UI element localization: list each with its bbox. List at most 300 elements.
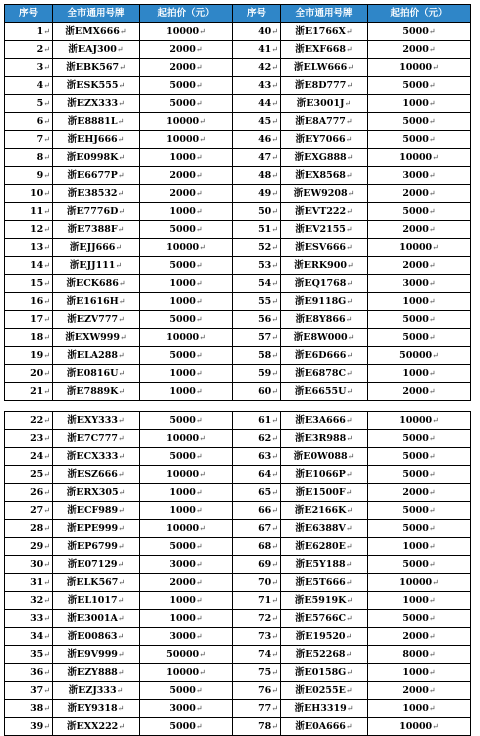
table-row — [5, 610, 471, 628]
price-value: 5000 — [402, 468, 429, 480]
plate-cell — [281, 59, 368, 77]
paragraph-mark: ↵ — [199, 469, 206, 479]
header-start-price: 起拍价（元） — [140, 5, 233, 23]
serial-cell — [5, 59, 53, 77]
paragraph-mark: ↵ — [43, 577, 50, 587]
paragraph-mark: ↵ — [117, 469, 125, 479]
table-row — [5, 412, 471, 430]
paragraph-mark: ↵ — [345, 523, 353, 533]
plate-value: 浙EQ1768 — [294, 277, 347, 289]
plate-cell — [281, 167, 368, 185]
plate-cell — [281, 718, 368, 736]
paragraph-mark: ↵ — [428, 80, 436, 90]
paragraph-mark: ↵ — [345, 134, 353, 144]
serial-cell — [5, 538, 53, 556]
serial-cell — [233, 484, 281, 502]
plate-value: 浙E0998K — [66, 151, 119, 163]
serial-cell — [233, 77, 281, 95]
table-row — [5, 23, 471, 41]
paragraph-mark: ↵ — [195, 451, 203, 461]
serial-cell — [233, 131, 281, 149]
plate-cell — [53, 239, 140, 257]
table-row — [5, 682, 471, 700]
paragraph-mark: ↵ — [271, 206, 278, 216]
price-cell — [140, 257, 233, 275]
serial-value: 65 — [258, 486, 272, 498]
plate-value: 浙EJJ666 — [69, 241, 116, 253]
plate-value: 浙EXY333 — [67, 414, 119, 426]
serial-cell — [233, 365, 281, 383]
price-cell — [140, 383, 233, 401]
price-value: 5000 — [169, 540, 196, 552]
paragraph-mark: ↵ — [118, 523, 125, 533]
plate-cell — [281, 203, 368, 221]
plate-value: 浙E00863 — [67, 630, 118, 642]
paragraph-mark: ↵ — [195, 685, 203, 695]
plate-cell — [281, 484, 368, 502]
serial-cell — [233, 23, 281, 41]
plate-value: 浙E0158G — [295, 666, 347, 678]
paragraph-mark: ↵ — [118, 206, 126, 216]
paragraph-mark: ↵ — [428, 386, 436, 396]
paragraph-mark: ↵ — [432, 350, 439, 360]
plate-cell — [53, 556, 140, 574]
price-cell — [368, 293, 471, 311]
table-row — [5, 700, 471, 718]
price-cell — [368, 239, 471, 257]
price-cell — [140, 412, 233, 430]
plate-value: 浙EZY888 — [67, 666, 118, 678]
paragraph-mark: ↵ — [345, 170, 353, 180]
paragraph-mark: ↵ — [428, 631, 436, 641]
serial-cell — [5, 365, 53, 383]
paragraph-mark: ↵ — [271, 44, 278, 54]
paragraph-mark: ↵ — [43, 332, 50, 342]
price-value: 1000 — [169, 367, 196, 379]
paragraph-mark: ↵ — [345, 469, 353, 479]
plate-value: 浙E38532 — [67, 187, 118, 199]
price-cell — [140, 520, 233, 538]
price-value: 10000 — [166, 25, 200, 37]
serial-value: 31 — [30, 576, 44, 588]
table-row — [5, 275, 471, 293]
plate-value: 浙ELW666 — [294, 61, 348, 73]
plate-cell — [281, 149, 368, 167]
price-cell — [368, 556, 471, 574]
price-value: 5000 — [402, 313, 429, 325]
price-value: 5000 — [402, 450, 429, 462]
paragraph-mark: ↵ — [195, 559, 203, 569]
paragraph-mark: ↵ — [428, 469, 436, 479]
price-cell — [140, 239, 233, 257]
plate-cell — [53, 448, 140, 466]
plate-cell — [53, 311, 140, 329]
price-value: 10000 — [166, 468, 200, 480]
paragraph-mark: ↵ — [271, 314, 278, 324]
plate-value: 浙E3001A — [67, 612, 118, 624]
paragraph-mark: ↵ — [271, 332, 278, 342]
paragraph-mark: ↵ — [428, 541, 436, 551]
serial-cell — [233, 221, 281, 239]
paragraph-mark: ↵ — [346, 386, 354, 396]
plate-cell — [53, 502, 140, 520]
price-cell — [368, 466, 471, 484]
paragraph-mark: ↵ — [428, 224, 436, 234]
serial-cell — [233, 167, 281, 185]
price-value: 2000 — [402, 223, 429, 235]
serial-value: 74 — [258, 648, 272, 660]
plate-value: 浙EY7066 — [295, 133, 346, 145]
serial-cell — [233, 520, 281, 538]
price-value: 50000 — [166, 648, 200, 660]
paragraph-mark: ↵ — [43, 80, 50, 90]
serial-cell — [5, 682, 53, 700]
paragraph-mark: ↵ — [271, 152, 278, 162]
price-value: 5000 — [169, 97, 196, 109]
plate-cell — [53, 149, 140, 167]
price-cell — [368, 448, 471, 466]
price-value: 1000 — [169, 295, 196, 307]
plate-cell — [53, 592, 140, 610]
plate-cell — [53, 383, 140, 401]
plate-value: 浙E7889K — [66, 385, 119, 397]
plate-value: 浙EZX333 — [67, 97, 119, 109]
price-cell — [368, 610, 471, 628]
plate-value: 浙ELA288 — [67, 349, 118, 361]
paragraph-mark: ↵ — [346, 703, 354, 713]
serial-value: 59 — [258, 367, 272, 379]
serial-cell — [5, 664, 53, 682]
serial-value: 63 — [258, 450, 272, 462]
table-row — [5, 448, 471, 466]
paragraph-mark: ↵ — [43, 116, 50, 126]
plate-cell — [281, 329, 368, 347]
serial-cell — [5, 718, 53, 736]
serial-value: 30 — [30, 558, 44, 570]
plate-value: 浙ESV666 — [295, 241, 347, 253]
price-value: 8000 — [402, 648, 429, 660]
paragraph-mark: ↵ — [271, 98, 278, 108]
paragraph-mark: ↵ — [432, 721, 439, 731]
plate-value: 浙EXF668 — [295, 43, 346, 55]
paragraph-mark: ↵ — [199, 667, 206, 677]
serial-cell — [5, 347, 53, 365]
plate-value: 浙EAJ300 — [68, 43, 117, 55]
price-cell — [368, 113, 471, 131]
price-cell — [140, 664, 233, 682]
plate-value: 浙E2166K — [294, 504, 347, 516]
price-cell — [140, 538, 233, 556]
price-value: 5000 — [169, 79, 196, 91]
price-value: 3000 — [169, 630, 196, 642]
plate-cell — [53, 221, 140, 239]
serial-cell — [5, 484, 53, 502]
serial-cell — [5, 466, 53, 484]
plate-value: 浙E8Y866 — [295, 313, 346, 325]
paragraph-mark: ↵ — [43, 368, 50, 378]
plate-cell — [53, 646, 140, 664]
price-value: 10000 — [166, 115, 200, 127]
paragraph-mark: ↵ — [195, 350, 203, 360]
price-value: 1000 — [169, 612, 196, 624]
serial-cell — [5, 203, 53, 221]
paragraph-mark: ↵ — [43, 62, 50, 72]
paragraph-mark: ↵ — [428, 332, 436, 342]
serial-value: 36 — [30, 666, 44, 678]
paragraph-mark: ↵ — [43, 451, 50, 461]
plate-value: 浙ERX305 — [66, 486, 119, 498]
paragraph-mark: ↵ — [117, 188, 125, 198]
paragraph-mark: ↵ — [428, 487, 436, 497]
paragraph-mark: ↵ — [345, 314, 353, 324]
header-serial: 序号 — [233, 5, 281, 23]
paragraph-mark: ↵ — [271, 577, 278, 587]
price-cell — [368, 95, 471, 113]
paragraph-mark: ↵ — [195, 152, 203, 162]
plate-value: 浙EBK567 — [66, 61, 120, 73]
paragraph-mark: ↵ — [346, 667, 353, 677]
paragraph-mark: ↵ — [271, 350, 278, 360]
price-value: 10000 — [399, 720, 433, 732]
serial-cell — [5, 646, 53, 664]
plate-value: 浙EXG888 — [294, 151, 347, 163]
paragraph-mark: ↵ — [271, 278, 278, 288]
serial-value: 29 — [30, 540, 44, 552]
serial-value: 20 — [30, 367, 44, 379]
serial-cell — [5, 185, 53, 203]
serial-value: 7 — [36, 133, 44, 145]
price-value: 3000 — [169, 702, 196, 714]
paragraph-mark: ↵ — [195, 62, 203, 72]
price-value: 2000 — [169, 61, 196, 73]
serial-value: 21 — [30, 385, 44, 397]
price-cell — [140, 293, 233, 311]
paragraph-mark: ↵ — [199, 433, 206, 443]
paragraph-mark: ↵ — [118, 721, 126, 731]
serial-value: 14 — [30, 259, 44, 271]
serial-cell — [233, 41, 281, 59]
price-value: 10000 — [166, 522, 200, 534]
plate-value: 浙E3A666 — [295, 414, 346, 426]
serial-cell — [233, 628, 281, 646]
table-row — [5, 221, 471, 239]
price-value: 5000 — [402, 25, 429, 37]
serial-value: 23 — [30, 432, 44, 444]
paragraph-mark: ↵ — [428, 44, 436, 54]
paragraph-mark: ↵ — [428, 188, 436, 198]
price-value: 2000 — [169, 43, 196, 55]
table-row — [5, 430, 471, 448]
paragraph-mark: ↵ — [43, 170, 50, 180]
plate-value: 浙E5919K — [294, 594, 347, 606]
price-cell — [140, 275, 233, 293]
paragraph-mark: ↵ — [346, 433, 353, 443]
serial-value: 39 — [30, 720, 44, 732]
price-value: 50000 — [399, 349, 433, 361]
price-cell — [140, 502, 233, 520]
paragraph-mark: ↵ — [195, 631, 203, 641]
plate-value: 浙E52268 — [295, 648, 346, 660]
plate-cell — [53, 77, 140, 95]
paragraph-mark: ↵ — [43, 559, 50, 569]
price-value: 2000 — [169, 576, 196, 588]
serial-value: 18 — [30, 331, 44, 343]
plate-cell — [281, 628, 368, 646]
paragraph-mark: ↵ — [117, 170, 125, 180]
paragraph-mark: ↵ — [43, 188, 50, 198]
paragraph-mark: ↵ — [271, 188, 278, 198]
serial-value: 3 — [36, 61, 44, 73]
price-value: 1000 — [402, 295, 429, 307]
paragraph-mark: ↵ — [195, 278, 203, 288]
serial-cell — [233, 113, 281, 131]
paragraph-mark: ↵ — [432, 152, 439, 162]
paragraph-mark: ↵ — [43, 649, 50, 659]
price-cell — [368, 484, 471, 502]
paragraph-mark: ↵ — [118, 80, 126, 90]
serial-value: 12 — [30, 223, 44, 235]
serial-cell — [233, 203, 281, 221]
paragraph-mark: ↵ — [345, 631, 353, 641]
paragraph-mark: ↵ — [345, 559, 353, 569]
plate-value: 浙E8A777 — [295, 115, 346, 127]
serial-value: 72 — [258, 612, 272, 624]
serial-cell — [5, 430, 53, 448]
paragraph-mark: ↵ — [43, 152, 50, 162]
plate-value: 浙EY9318 — [67, 702, 118, 714]
table-row — [5, 628, 471, 646]
table-row — [5, 59, 471, 77]
serial-cell — [233, 239, 281, 257]
paragraph-mark: ↵ — [117, 667, 125, 677]
table-row — [5, 77, 471, 95]
plate-value: 浙E3001J — [296, 97, 345, 109]
price-value: 10000 — [166, 133, 200, 145]
paragraph-mark: ↵ — [428, 595, 436, 605]
price-value: 5000 — [402, 504, 429, 516]
serial-cell — [233, 466, 281, 484]
paragraph-mark: ↵ — [428, 451, 436, 461]
paragraph-mark: ↵ — [271, 451, 278, 461]
table-row — [5, 502, 471, 520]
price-cell — [368, 574, 471, 592]
paragraph-mark: ↵ — [117, 595, 125, 605]
price-cell — [368, 257, 471, 275]
serial-cell — [5, 448, 53, 466]
serial-cell — [5, 239, 53, 257]
serial-value: 76 — [258, 684, 272, 696]
price-value: 1000 — [169, 504, 196, 516]
plate-value: 浙E8881L — [67, 115, 118, 127]
price-value: 5000 — [169, 414, 196, 426]
price-value: 2000 — [169, 187, 196, 199]
serial-cell — [5, 329, 53, 347]
plate-cell — [281, 592, 368, 610]
price-value: 2000 — [402, 385, 429, 397]
paragraph-mark: ↵ — [271, 541, 278, 551]
plate-cell — [53, 167, 140, 185]
price-cell — [368, 329, 471, 347]
plate-cell — [281, 700, 368, 718]
plate-cell — [53, 41, 140, 59]
plate-cell — [281, 41, 368, 59]
price-value: 3000 — [402, 277, 429, 289]
paragraph-mark: ↵ — [43, 415, 50, 425]
table-row — [5, 167, 471, 185]
paragraph-mark: ↵ — [271, 523, 278, 533]
plate-cell — [281, 77, 368, 95]
plate-value: 浙EHJ666 — [67, 133, 118, 145]
paragraph-mark: ↵ — [271, 224, 278, 234]
serial-value: 27 — [30, 504, 44, 516]
table-row — [5, 203, 471, 221]
price-cell — [368, 383, 471, 401]
paragraph-mark: ↵ — [195, 260, 203, 270]
serial-cell — [5, 41, 53, 59]
price-value: 3000 — [402, 169, 429, 181]
table-row — [5, 113, 471, 131]
serial-cell — [5, 167, 53, 185]
paragraph-mark: ↵ — [43, 386, 50, 396]
paragraph-mark: ↵ — [43, 469, 50, 479]
paragraph-mark: ↵ — [195, 613, 203, 623]
plate-cell — [281, 275, 368, 293]
plate-cell — [53, 365, 140, 383]
paragraph-mark: ↵ — [271, 433, 278, 443]
price-cell — [140, 311, 233, 329]
plate-table-part-1 — [4, 4, 471, 401]
table-row — [5, 466, 471, 484]
price-cell — [368, 664, 471, 682]
price-cell — [368, 221, 471, 239]
price-cell — [140, 448, 233, 466]
serial-value: 25 — [30, 468, 44, 480]
header-serial: 序号 — [5, 5, 53, 23]
plate-value: 浙ESK555 — [66, 79, 119, 91]
serial-value: 38 — [30, 702, 44, 714]
plate-cell — [53, 574, 140, 592]
paragraph-mark: ↵ — [195, 541, 203, 551]
paragraph-mark: ↵ — [271, 469, 278, 479]
serial-value: 26 — [30, 486, 44, 498]
serial-value: 57 — [258, 331, 272, 343]
paragraph-mark: ↵ — [119, 26, 127, 36]
paragraph-mark: ↵ — [117, 559, 125, 569]
plate-cell — [281, 131, 368, 149]
plate-value: 浙E7C777 — [67, 432, 119, 444]
paragraph-mark: ↵ — [346, 278, 354, 288]
price-cell — [368, 167, 471, 185]
paragraph-mark: ↵ — [271, 296, 278, 306]
plate-cell — [281, 646, 368, 664]
paragraph-mark: ↵ — [43, 98, 50, 108]
serial-value: 13 — [30, 241, 44, 253]
table-row — [5, 383, 471, 401]
paragraph-mark: ↵ — [432, 577, 439, 587]
paragraph-mark: ↵ — [347, 451, 355, 461]
serial-cell — [233, 610, 281, 628]
paragraph-mark: ↵ — [347, 332, 355, 342]
paragraph-mark: ↵ — [117, 350, 125, 360]
serial-value: 28 — [30, 522, 44, 534]
paragraph-mark: ↵ — [117, 541, 125, 551]
paragraph-mark: ↵ — [195, 577, 203, 587]
price-value: 1000 — [169, 385, 196, 397]
price-value: 10000 — [166, 432, 200, 444]
plate-cell — [281, 311, 368, 329]
plate-value: 浙E5766C — [295, 612, 347, 624]
paragraph-mark: ↵ — [346, 296, 353, 306]
